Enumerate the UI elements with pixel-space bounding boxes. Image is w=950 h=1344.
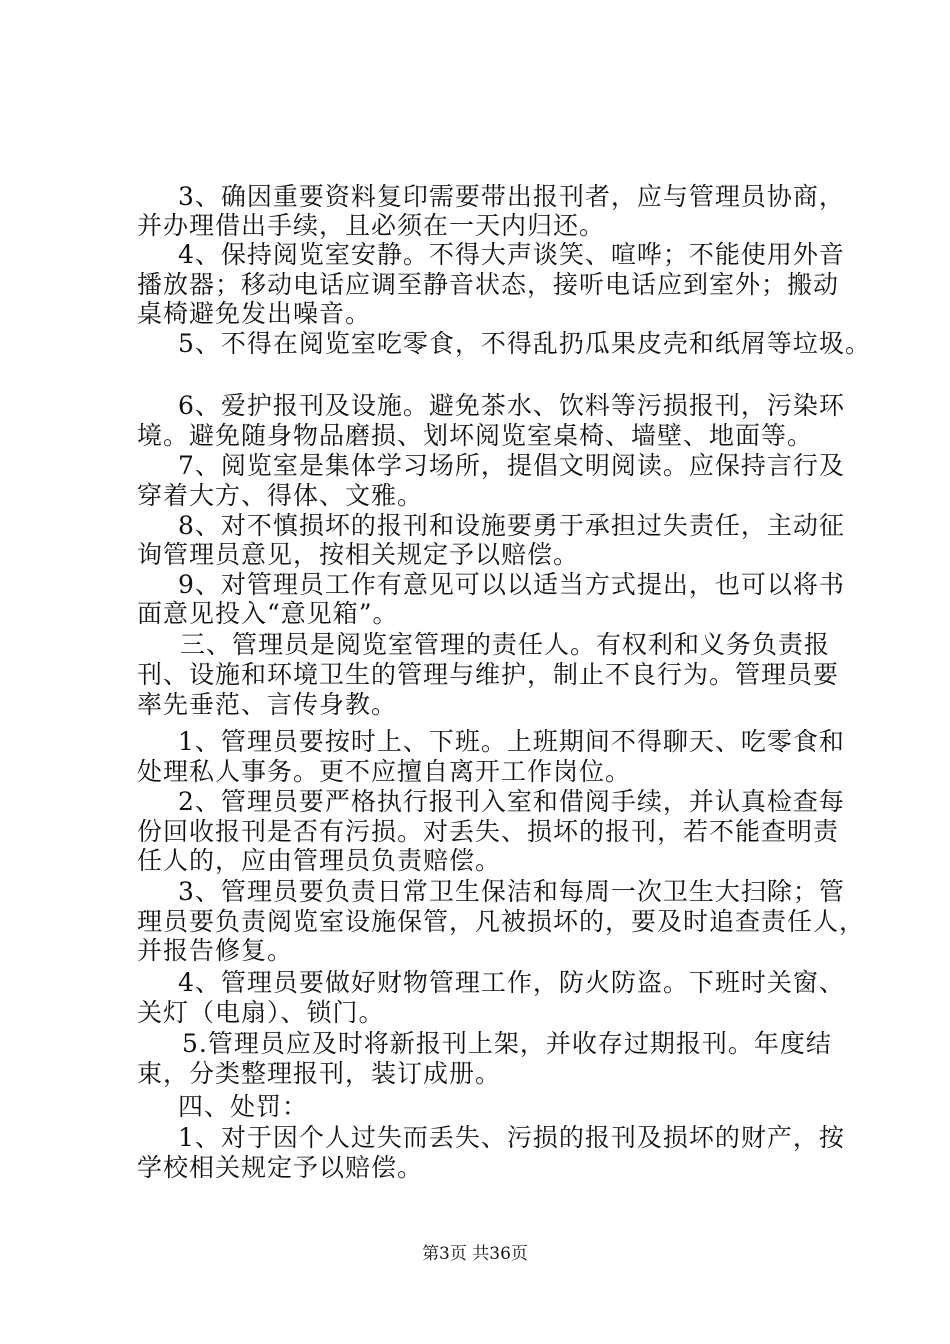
paragraph-line: 并办理借出手续，且必须在一天内归还。 (137, 211, 606, 240)
paragraph-line: 率先垂范、言传身教。 (137, 690, 398, 719)
section-heading-line: 四、处罚： (178, 1092, 309, 1121)
paragraph-line: 并报告修复。 (137, 936, 294, 965)
paragraph-line: 询管理员意见，按相关规定予以赔偿。 (137, 540, 580, 569)
paragraph-line: 任人的，应由管理员负责赔偿。 (137, 846, 502, 875)
paragraph-line: 刊、设施和环境卫生的管理与维护，制止不良行为。管理员要 (137, 660, 840, 689)
paragraph-line: 穿着大方、得体、文雅。 (137, 481, 424, 510)
paragraph-line: 6、爱护报刊及设施。避免茶水、饮料等污损报刊，污染环 (178, 391, 845, 420)
paragraph-line: 境。避免随身物品磨损、划坏阅览室桌椅、墙壁、地面等。 (137, 421, 814, 450)
paragraph-line: 学校相关规定予以赔偿。 (137, 1153, 424, 1182)
paragraph-line: 1、对于因个人过失而丢失、污损的报刊及损坏的财产，按 (178, 1123, 845, 1152)
section-heading-line: 三、管理员是阅览室管理的责任人。有权利和义务负责报 (180, 630, 831, 659)
paragraph-line: 3、管理员要负责日常卫生保洁和每周一次卫生大扫除；管 (178, 877, 845, 906)
paragraph-line: 面意见投入“意见箱”。 (137, 599, 399, 628)
paragraph-line: 束，分类整理报刊，装订成册。 (137, 1059, 502, 1088)
paragraph-line: 1、管理员要按时上、下班。上班期间不得聊天、吃零食和 (178, 727, 845, 756)
paragraph-line: 4、管理员要做好财物管理工作，防火防盗。下班时关窗、 (178, 968, 845, 997)
paragraph-line: 2、管理员要严格执行报刊入室和借阅手续，并认真检查每 (178, 787, 845, 816)
paragraph-line: 8、对不慎损坏的报刊和设施要勇于承担过失责任，主动征 (178, 511, 845, 540)
paragraph-line: 播放器；移动电话应调至静音状态，接听电话应到室外；搬动 (137, 270, 840, 299)
paragraph-line: 9、对管理员工作有意见可以以适当方式提出，也可以将书 (178, 570, 845, 599)
paragraph-line: 5、不得在阅览室吃零食，不得乱扔瓜果皮壳和纸屑等垃圾。 (178, 329, 871, 358)
paragraph-line: 份回收报刊是否有污损。对丢失、损坏的报刊，若不能查明责 (137, 817, 840, 846)
paragraph-line: 5.管理员应及时将新报刊上架，并收存过期报刊。年度结 (182, 1029, 832, 1058)
paragraph-line: 桌椅避免发出噪音。 (137, 299, 372, 328)
paragraph-line: 3、确因重要资料复印需要带出报刊者，应与管理员协商， (178, 182, 845, 211)
paragraph-line: 4、保持阅览室安静。不得大声谈笑、喧哗；不能使用外音 (178, 240, 845, 269)
paragraph-line: 关灯（电扇）、锁门。 (137, 998, 385, 1027)
paragraph-line: 7、阅览室是集体学习场所，提倡文明阅读。应保持言行及 (178, 451, 845, 480)
page-number-footer: 第3页 共36页 (422, 1244, 528, 1264)
paragraph-line: 理员要负责阅览室设施保管，凡被损坏的，要及时追查责任人， (137, 907, 866, 936)
paragraph-line: 处理私人事务。更不应擅自离开工作岗位。 (137, 757, 632, 786)
